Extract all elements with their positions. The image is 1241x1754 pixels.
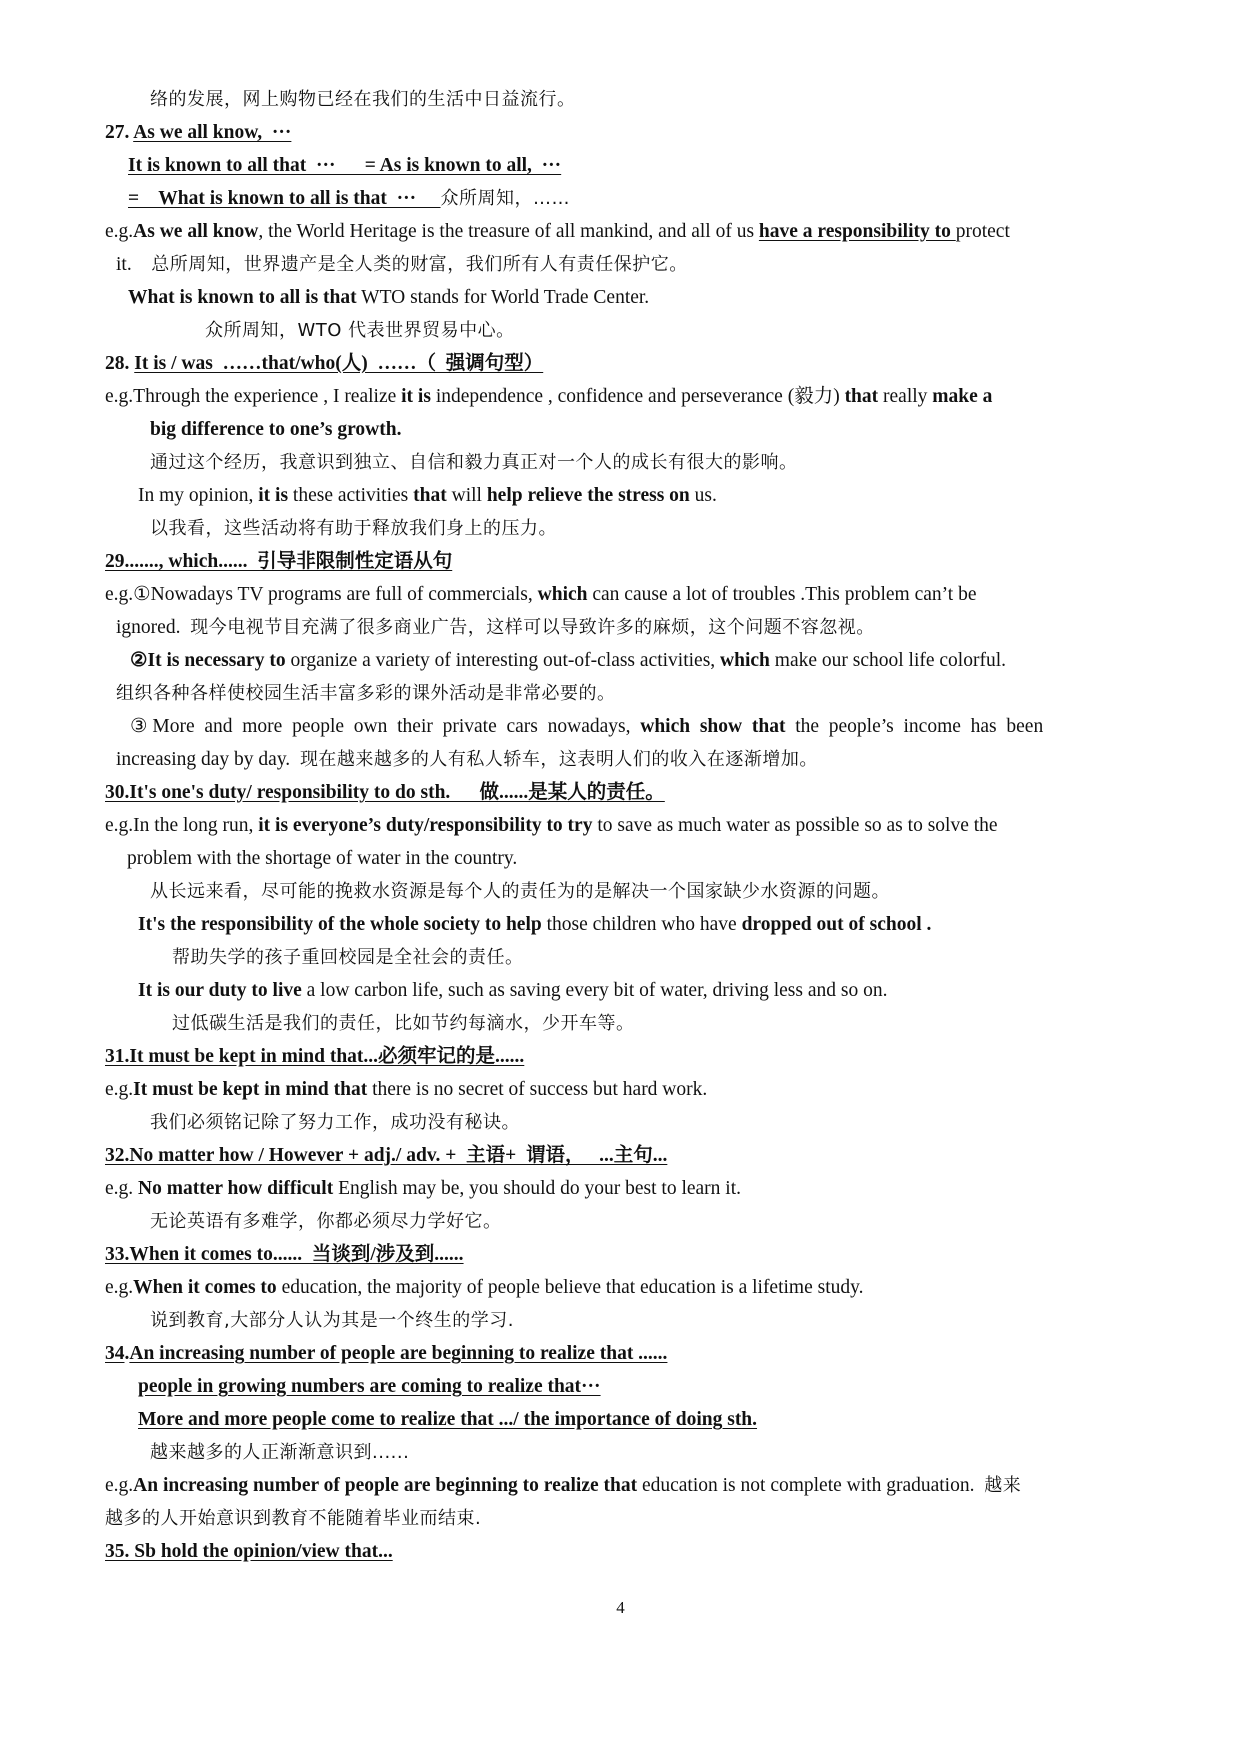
chinese-text: 我们必须铭记除了努力工作，成功没有秘诀。 — [150, 1112, 520, 1133]
text-run: those children who have — [541, 914, 742, 935]
text-line — [172, 946, 524, 970]
bold-text: that — [844, 386, 879, 407]
text-run: it. — [116, 254, 152, 275]
text-run: organize a variety of interesting out-of-class activities, — [285, 650, 721, 671]
text-run: make our school life colorful. — [769, 650, 1007, 671]
text-run: can cause a lot of troubles .This problem can’t be — [587, 584, 977, 605]
text-run: In my opinion, — [138, 485, 259, 506]
bold-text: big difference to one’s growth. — [150, 419, 402, 440]
bold-text: When it comes to — [133, 1277, 277, 1298]
text-line — [105, 1177, 741, 1201]
chinese-text: 众所周知，WTO 代表世界贸易中心。 — [205, 320, 515, 341]
page-number: 4 — [616, 1598, 625, 1617]
text-line — [138, 1375, 601, 1399]
text-run: e.g.In the long run, — [105, 815, 259, 836]
bold-text: . — [124, 1343, 130, 1364]
text-run: the people’s income has been — [785, 716, 1044, 737]
text-run: English may be, you should do your best to learn it. — [333, 1178, 742, 1199]
text-run: increasing day by day. — [116, 749, 300, 770]
bold-text: As we all know, ··· — [133, 122, 292, 143]
text-line — [105, 583, 976, 607]
text-line — [128, 286, 649, 310]
bold-text: which — [537, 584, 588, 605]
text-line — [116, 616, 875, 640]
text-line — [105, 814, 998, 838]
text-run: , the World Heritage is the treasure of all mankind, and all of us — [258, 221, 759, 242]
bold-text: It's the responsibility of the whole society to help — [138, 914, 542, 935]
text-run: protect — [955, 221, 1010, 242]
text-run: ③ More and more people own their private cars nowadays, — [130, 716, 641, 737]
text-line — [150, 451, 798, 475]
bold-text: 32.No matter how / However + adj./ adv. + 主语+ 谓语， ...主句... — [105, 1145, 668, 1166]
text-line — [130, 715, 1150, 739]
bold-text: An increasing number of people are beginning to realize that — [133, 1475, 638, 1496]
bold-text: 27. — [105, 122, 134, 143]
bold-text: which show that — [640, 716, 786, 737]
bold-text: 33.When it comes to...... 当谈到/涉及到...... — [105, 1244, 464, 1265]
bold-text: It is our duty to live — [138, 980, 302, 1001]
bold-text: it is — [401, 386, 431, 407]
text-run: there is no secret of success but hard work. — [367, 1079, 708, 1100]
chinese-text: 无论英语有多难学，你都必须尽力学好它。 — [150, 1211, 502, 1232]
bold-text: 29......., which...... 引导非限制性定语从句 — [105, 551, 453, 572]
bold-text: help relieve the stress on — [486, 485, 690, 506]
text-line — [105, 1078, 707, 1102]
bold-text: 35. Sb hold the opinion/view that... — [105, 1541, 393, 1562]
bold-text: More and more people come to realize that .../ the importance of doing sth. — [138, 1409, 758, 1430]
bold-text: people in growing numbers are coming to realize that··· — [138, 1376, 601, 1397]
text-line — [127, 847, 517, 871]
bold-text: 34 — [105, 1343, 125, 1364]
text-line — [138, 1408, 757, 1432]
text-line — [138, 979, 887, 1003]
text-line — [130, 649, 1006, 673]
chinese-text: 越来越多的人正渐渐意识到...... — [150, 1442, 410, 1463]
bold-text: it is — [258, 485, 289, 506]
chinese-text: 从长远来看，尽可能的挽救水资源是每个人的责任为的是解决一个国家缺少水资源的问题。 — [150, 881, 890, 902]
text-line — [128, 154, 561, 178]
text-run: e.g.Through the experience , I realize — [105, 386, 402, 407]
text-run: to save as much water as possible so as to solve the — [592, 815, 998, 836]
chinese-text: 以我看，这些活动将有助于释放我们身上的压力。 — [150, 518, 557, 539]
chinese-text: 通过这个经历，我意识到独立、自信和毅力真正对一个人的成长有很大的影响。 — [150, 452, 798, 473]
bold-text: It is / was ……that/who(人) ……（ 强调句型） — [134, 353, 544, 374]
text-line — [150, 88, 576, 112]
chinese-text: 现在越来越多的人有私人轿车，这表明人们的收入在逐渐增加。 — [299, 749, 818, 770]
text-line — [105, 1474, 1021, 1498]
text-run: e.g. — [105, 1178, 139, 1199]
chinese-text: 组织各种各样使校园生活丰富多彩的课外活动是非常必要的。 — [116, 683, 616, 704]
text-run: us. — [689, 485, 717, 506]
chinese-text: 总所周知，世界遗产是全人类的财富，我们所有人有责任保护它。 — [151, 254, 688, 275]
text-line — [116, 253, 688, 277]
bold-text: It is known to all that ··· = As is known to all, ··· — [128, 155, 562, 176]
text-run: e.g.①Nowadays TV programs are full of commercials, — [105, 584, 538, 605]
text-line — [105, 352, 543, 376]
bold-text: have a responsibility to — [758, 221, 956, 242]
text-line — [105, 1144, 667, 1168]
text-line — [205, 319, 515, 343]
chinese-text: 越多的人开始意识到教育不能随着毕业而结束. — [105, 1508, 482, 1529]
text-run: a low carbon life, such as saving every bit of water, driving less and so on. — [301, 980, 888, 1001]
text-run: education is not complete with graduation. — [637, 1475, 985, 1496]
chinese-text: 络的发展，网上购物已经在我们的生活中日益流行。 — [150, 89, 576, 110]
text-line — [150, 1111, 520, 1135]
text-line — [150, 517, 557, 541]
text-run: problem with the shortage of water in the country. — [127, 848, 518, 869]
bold-text: 31.It must be kept in mind that...必须牢记的是...... — [105, 1046, 525, 1067]
text-line — [116, 748, 818, 772]
chinese-text: 过低碳生活是我们的责任，比如节约每滴水，少开车等。 — [172, 1013, 635, 1034]
bold-text: = What is known to all is that ··· — [128, 188, 441, 209]
bold-text: No matter how difficult — [138, 1178, 334, 1199]
text-line — [116, 682, 616, 706]
text-line — [105, 1540, 393, 1564]
text-line — [150, 1441, 409, 1465]
text-line — [105, 781, 665, 805]
bold-text: which — [720, 650, 770, 671]
text-line — [105, 1045, 524, 1069]
text-line — [172, 1012, 635, 1036]
chinese-text: 现今电视节目充满了很多商业广告，这样可以导致许多的麻烦，这个问题不容忽视。 — [190, 617, 875, 638]
text-run: education, the majority of people believe that education is a lifetime study. — [276, 1277, 864, 1298]
bold-text: As we all know — [133, 221, 259, 242]
text-line — [105, 1507, 481, 1531]
text-run: really — [878, 386, 933, 407]
text-line — [105, 220, 1010, 244]
text-line — [150, 1210, 502, 1234]
text-run: ignored. — [116, 617, 191, 638]
chinese-text: 说到教育,大部分人认为其是一个终生的学习. — [150, 1310, 514, 1331]
text-run: e.g. — [105, 1079, 134, 1100]
text-line — [138, 484, 717, 508]
text-line — [150, 418, 401, 442]
text-line — [105, 1243, 464, 1267]
text-run: e.g. — [105, 221, 134, 242]
bold-text: make a — [932, 386, 993, 407]
chinese-text: 众所周知，…… — [440, 188, 571, 209]
text-line — [105, 1342, 667, 1366]
chinese-text: 帮助失学的孩子重回校园是全社会的责任。 — [172, 947, 524, 968]
text-run: independence , confidence and perseverance (毅力) — [430, 386, 845, 407]
bold-text: that — [413, 485, 447, 506]
text-run: will — [446, 485, 487, 506]
bold-text: it is everyone’s duty/responsibility to try — [258, 815, 593, 836]
bold-text: What is known to all is that — [128, 287, 357, 308]
bold-text: An increasing number of people are beginning to realize that ...... — [129, 1343, 668, 1364]
text-line — [128, 187, 570, 211]
bold-text: It must be kept in mind that — [133, 1079, 368, 1100]
text-run: WTO stands for World Trade Center. — [356, 287, 650, 308]
bold-text: ②It is necessary to — [130, 650, 286, 671]
text-line — [138, 913, 931, 937]
text-line — [105, 550, 452, 574]
text-line — [150, 880, 890, 904]
text-run: e.g. — [105, 1277, 134, 1298]
text-line — [150, 1309, 514, 1333]
text-line — [105, 385, 992, 409]
bold-text: 28. — [105, 353, 135, 374]
bold-text: 30.It's one's duty/ responsibility to do sth. 做......是某人的责任。 — [105, 782, 665, 803]
text-line — [105, 121, 291, 145]
bold-text: dropped out of school . — [741, 914, 932, 935]
text-run: e.g. — [105, 1475, 134, 1496]
text-line — [105, 1276, 864, 1300]
chinese-text: 越来 — [984, 1475, 1022, 1496]
text-run: these activities — [288, 485, 414, 506]
